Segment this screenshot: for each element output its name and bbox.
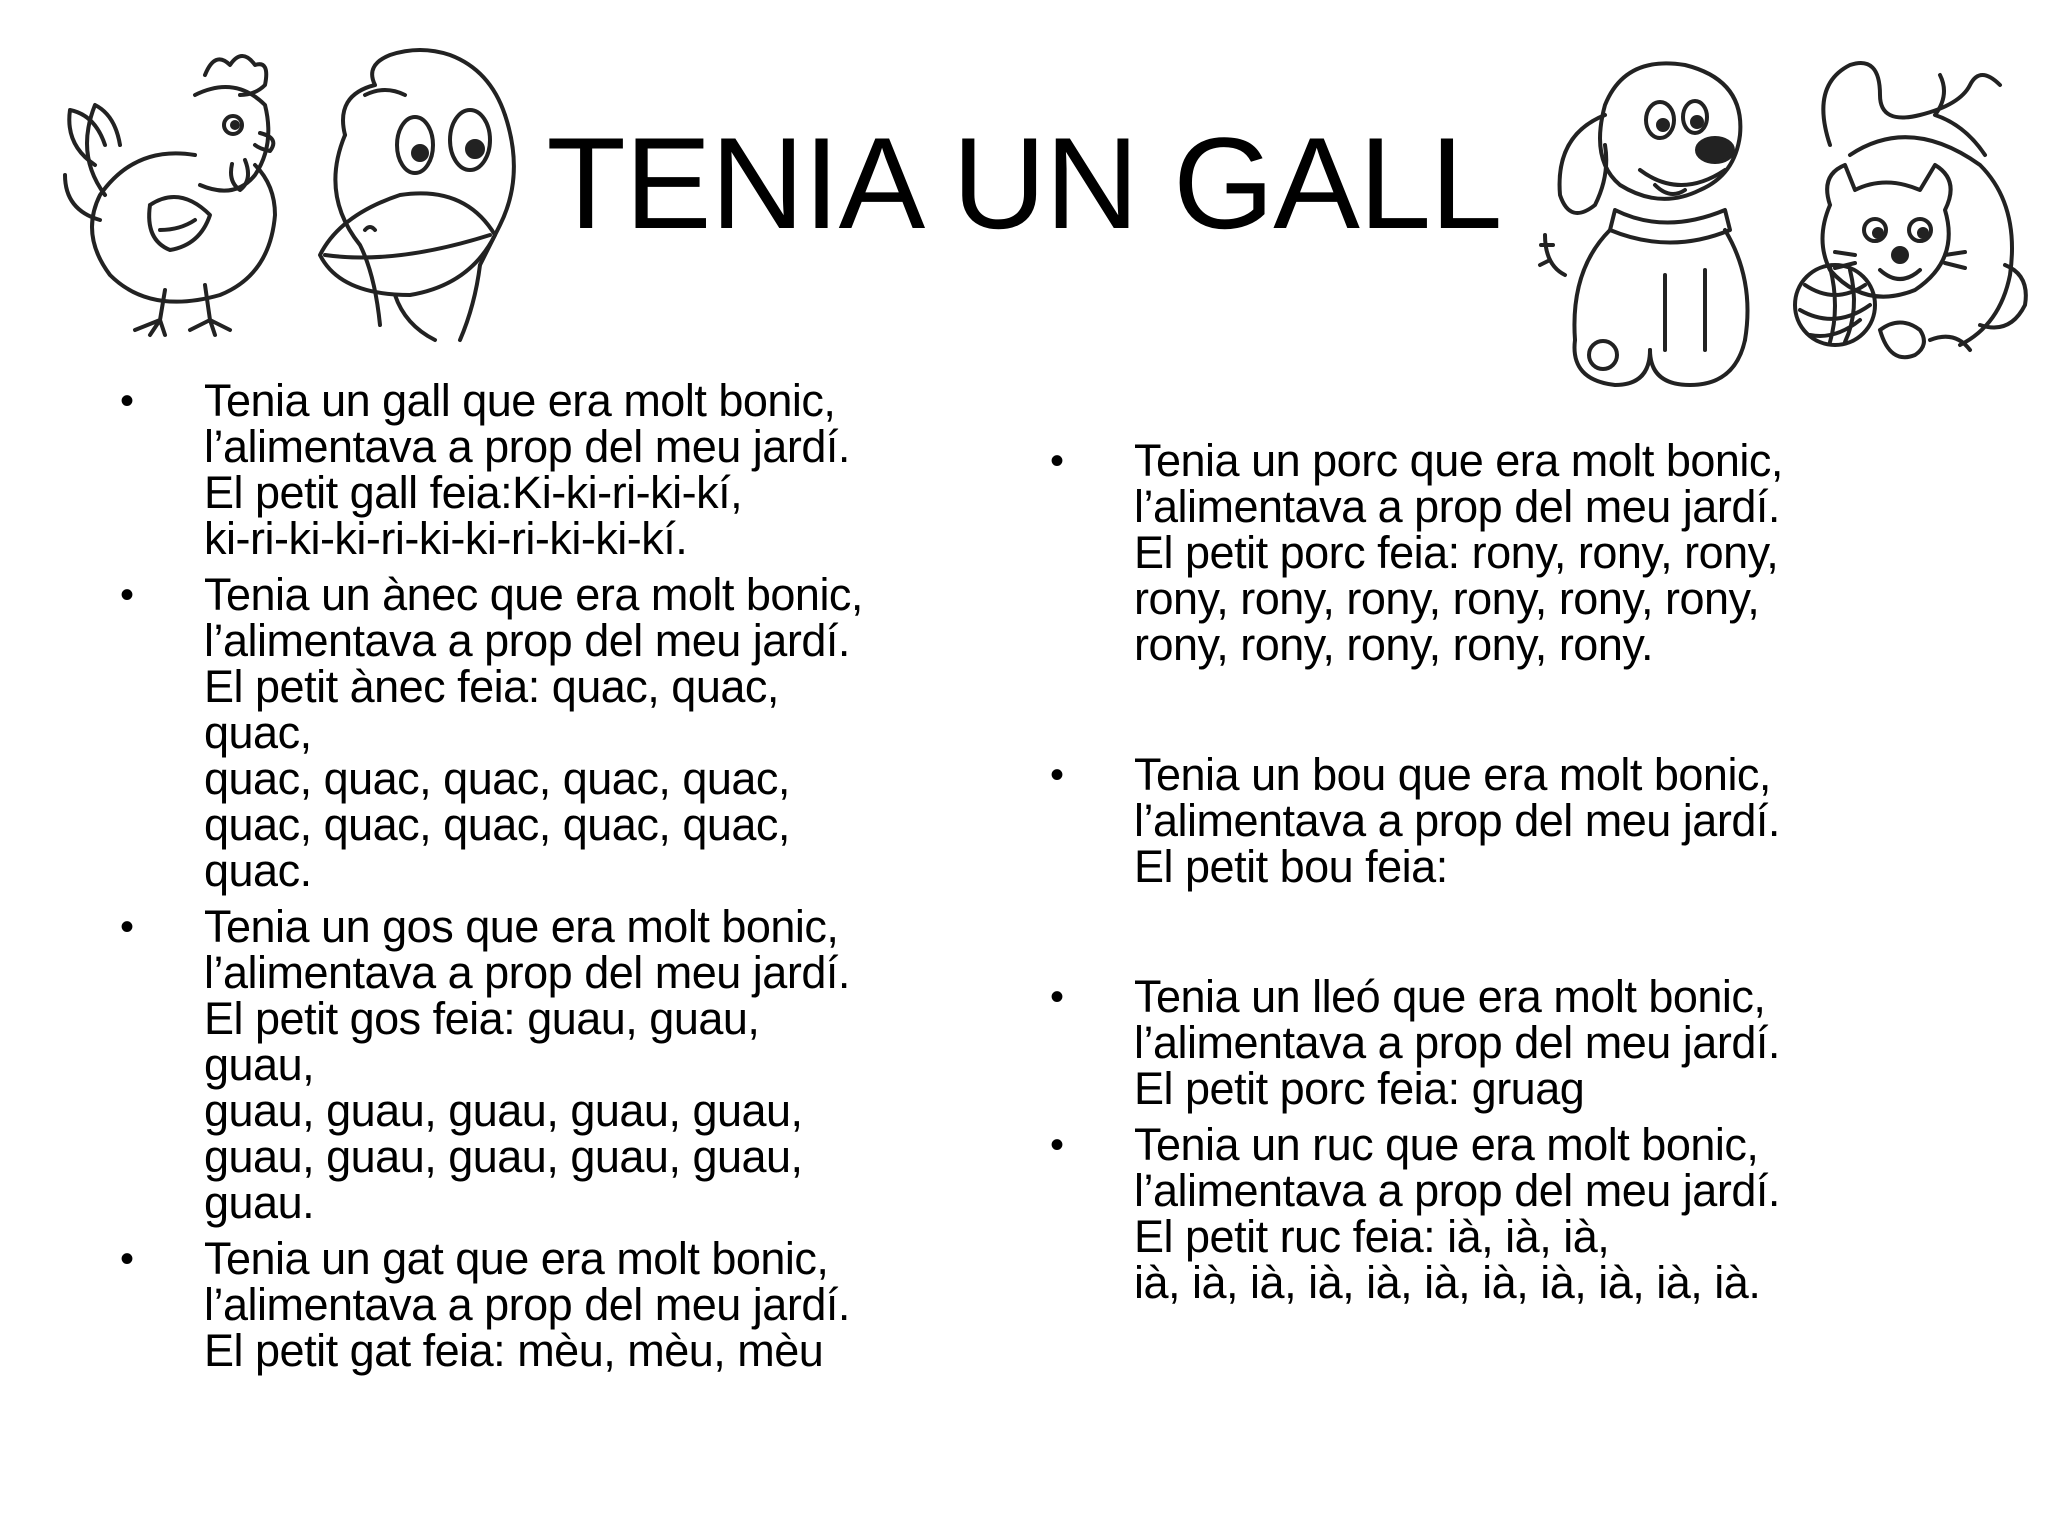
verse-line: quac, quac, quac, quac, quac, bbox=[204, 753, 790, 804]
bullet: • bbox=[1050, 439, 1064, 483]
verse-line: El petit porc feia: gruag bbox=[1134, 1063, 1585, 1114]
verse-rooster bbox=[120, 375, 1020, 564]
verse-line: l’alimentava a prop del meu jardí. bbox=[204, 947, 850, 998]
bullet: • bbox=[120, 573, 134, 617]
verse-line: ià, ià, ià, ià, ià, ià, ià, ià, ià, ià, ià. bbox=[1134, 1257, 1761, 1308]
verse-line: guau, guau, guau, guau, guau, bbox=[204, 1131, 803, 1182]
verse-line: Tenia un ruc que era molt bonic, bbox=[1134, 1119, 1759, 1170]
verse-duck bbox=[120, 569, 1020, 896]
verse-line: El petit bou feia: bbox=[1134, 841, 1448, 892]
verse-dog bbox=[120, 901, 1020, 1228]
verse-ox bbox=[1050, 749, 2000, 892]
verse-line: l’alimentava a prop del meu jardí. bbox=[204, 1279, 850, 1330]
verse-line: l’alimentava a prop del meu jardí. bbox=[204, 615, 850, 666]
verses-right-column bbox=[1050, 435, 2000, 1316]
verse-line: guau, bbox=[204, 1039, 315, 1090]
verse-line: l’alimentava a prop del meu jardí. bbox=[1134, 795, 1780, 846]
verse-line: El petit gall feia:Ki-ki-ri-ki-kí, bbox=[204, 467, 743, 518]
page-title: TENIA UN GALL bbox=[546, 110, 1502, 256]
verse-line: Tenia un ànec que era molt bonic, bbox=[204, 569, 863, 620]
verse-line: l’alimentava a prop del meu jardí. bbox=[1134, 1165, 1780, 1216]
verse-line: El petit ànec feia: quac, quac, bbox=[204, 661, 779, 712]
verse-line: Tenia un lleó que era molt bonic, bbox=[1134, 971, 1766, 1022]
verse-lion bbox=[1050, 971, 2000, 1114]
verse-line: rony, rony, rony, rony, rony. bbox=[1134, 619, 1654, 670]
verse-line: Tenia un gall que era molt bonic, bbox=[204, 375, 836, 426]
verse-line: El petit gos feia: guau, guau, bbox=[204, 993, 760, 1044]
bullet: • bbox=[120, 1237, 134, 1281]
verse-line: Tenia un gat que era molt bonic, bbox=[204, 1233, 829, 1284]
verse-cat bbox=[120, 1233, 1020, 1376]
verse-line: ki-ri-ki-ki-ri-ki-ki-ri-ki-ki-kí. bbox=[204, 513, 688, 564]
bullet: • bbox=[1050, 975, 1064, 1019]
verse-line: l’alimentava a prop del meu jardí. bbox=[1134, 481, 1780, 532]
verse-line: quac, quac, quac, quac, quac, bbox=[204, 799, 790, 850]
verses-left-column bbox=[120, 375, 1020, 1384]
verse-line: El petit ruc feia: ià, ià, ià, bbox=[1134, 1211, 1610, 1262]
verse-line: l’alimentava a prop del meu jardí. bbox=[1134, 1017, 1780, 1068]
verse-line: quac, bbox=[204, 707, 312, 758]
bullet: • bbox=[1050, 753, 1064, 797]
verse-line: guau. bbox=[204, 1177, 315, 1228]
verse-line: rony, rony, rony, rony, rony, rony, bbox=[1134, 573, 1760, 624]
bullet: • bbox=[120, 905, 134, 949]
verse-line: Tenia un gos que era molt bonic, bbox=[204, 901, 839, 952]
verse-line: El petit porc feia: rony, rony, rony, bbox=[1134, 527, 1779, 578]
verse-line: Tenia un bou que era molt bonic, bbox=[1134, 749, 1771, 800]
verse-line: Tenia un porc que era molt bonic, bbox=[1134, 435, 1783, 486]
bullet: • bbox=[120, 379, 134, 423]
verse-donkey bbox=[1050, 1119, 2000, 1308]
bullet: • bbox=[1050, 1123, 1064, 1167]
verse-line: El petit gat feia: mèu, mèu, mèu bbox=[204, 1325, 824, 1376]
verse-line: guau, guau, guau, guau, guau, bbox=[204, 1085, 803, 1136]
verse-line: l’alimentava a prop del meu jardí. bbox=[204, 421, 850, 472]
verse-line: quac. bbox=[204, 845, 312, 896]
verse-pig bbox=[1050, 435, 2000, 670]
